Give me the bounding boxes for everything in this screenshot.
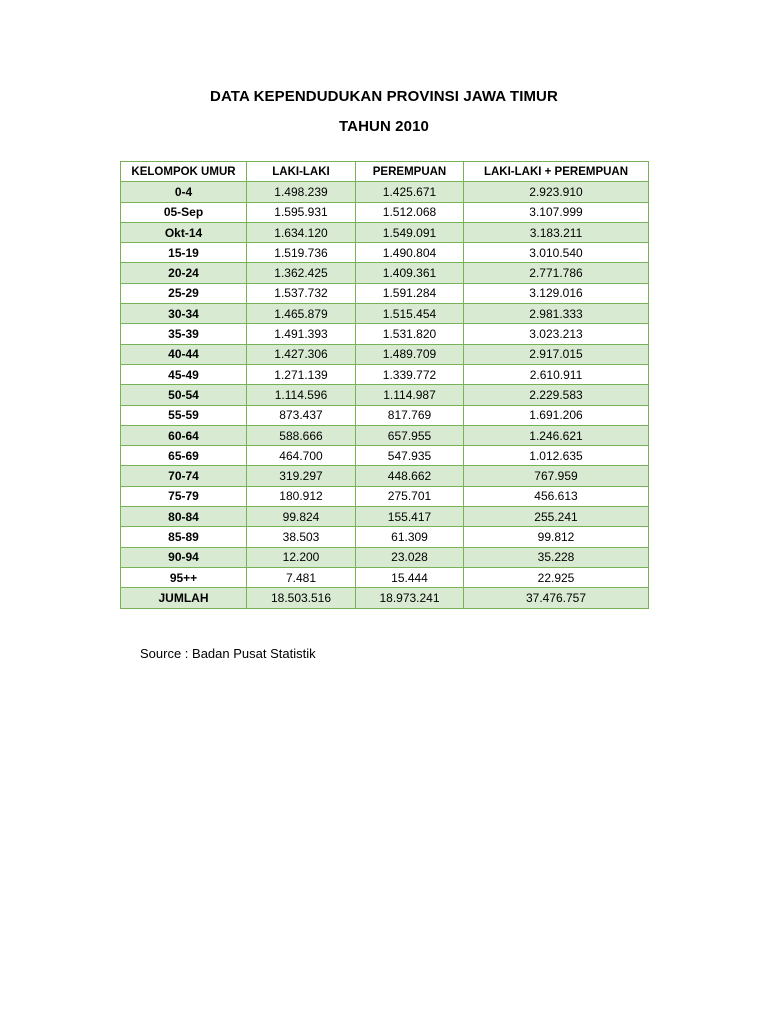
male-cell: 588.666 (247, 425, 356, 445)
age-group-cell: 35-39 (121, 324, 247, 344)
female-cell: 1.489.709 (356, 344, 464, 364)
female-cell: 1.425.671 (356, 182, 464, 202)
male-cell: 7.481 (247, 567, 356, 587)
table-row (121, 364, 649, 384)
total-cell: 2.610.911 (464, 364, 649, 384)
table-row (121, 466, 649, 486)
female-cell: 547.935 (356, 446, 464, 466)
total-cell: 3.107.999 (464, 202, 649, 222)
female-cell: 23.028 (356, 547, 464, 567)
header-total: LAKI-LAKI + PEREMPUAN (464, 162, 649, 182)
female-cell: 1.409.361 (356, 263, 464, 283)
age-group-cell: 20-24 (121, 263, 247, 283)
table-row (121, 425, 649, 445)
total-cell: 3.010.540 (464, 243, 649, 263)
male-cell: 1.362.425 (247, 263, 356, 283)
population-table (120, 161, 649, 609)
header-male: LAKI-LAKI (247, 162, 356, 182)
female-cell: 1.490.804 (356, 243, 464, 263)
female-cell: 1.114.987 (356, 385, 464, 405)
total-cell: 2.981.333 (464, 304, 649, 324)
male-cell: 1.427.306 (247, 344, 356, 364)
table-row (121, 243, 649, 263)
female-cell: 817.769 (356, 405, 464, 425)
age-group-cell: 30-34 (121, 304, 247, 324)
male-cell: 1.595.931 (247, 202, 356, 222)
age-group-cell: 70-74 (121, 466, 247, 486)
female-cell: 1.512.068 (356, 202, 464, 222)
total-cell: 22.925 (464, 567, 649, 587)
age-group-cell: 65-69 (121, 446, 247, 466)
male-cell: 1.491.393 (247, 324, 356, 344)
age-group-cell: 55-59 (121, 405, 247, 425)
table-row (121, 507, 649, 527)
total-cell: 2.917.015 (464, 344, 649, 364)
male-cell: 1.519.736 (247, 243, 356, 263)
table-row (121, 385, 649, 405)
total-cell: 255.241 (464, 507, 649, 527)
male-cell: 1.634.120 (247, 222, 356, 242)
female-cell: 1.515.454 (356, 304, 464, 324)
female-cell: 657.955 (356, 425, 464, 445)
male-cell: 12.200 (247, 547, 356, 567)
age-group-cell: 0-4 (121, 182, 247, 202)
total-cell: 767.959 (464, 466, 649, 486)
age-group-cell: 85-89 (121, 527, 247, 547)
table-row (121, 567, 649, 587)
age-group-cell: 40-44 (121, 344, 247, 364)
female-cell: 61.309 (356, 527, 464, 547)
female-cell: 1.339.772 (356, 364, 464, 384)
female-cell: 1.549.091 (356, 222, 464, 242)
total-cell: 3.183.211 (464, 222, 649, 242)
table-row (121, 304, 649, 324)
table-total-row (121, 588, 649, 608)
male-cell: 464.700 (247, 446, 356, 466)
table-row (121, 547, 649, 567)
total-label-cell: JUMLAH (121, 588, 247, 608)
table-row (121, 527, 649, 547)
grand-total-cell: 37.476.757 (464, 588, 649, 608)
total-cell: 3.023.213 (464, 324, 649, 344)
total-cell: 456.613 (464, 486, 649, 506)
age-group-cell: 90-94 (121, 547, 247, 567)
male-cell: 319.297 (247, 466, 356, 486)
male-cell: 1.114.596 (247, 385, 356, 405)
age-group-cell: 45-49 (121, 364, 247, 384)
female-cell: 155.417 (356, 507, 464, 527)
table-row (121, 486, 649, 506)
total-female-cell: 18.973.241 (356, 588, 464, 608)
male-cell: 99.824 (247, 507, 356, 527)
table-header-row (121, 162, 649, 182)
female-cell: 275.701 (356, 486, 464, 506)
total-male-cell: 18.503.516 (247, 588, 356, 608)
total-cell: 35.228 (464, 547, 649, 567)
female-cell: 1.591.284 (356, 283, 464, 303)
male-cell: 873.437 (247, 405, 356, 425)
age-group-cell: 75-79 (121, 486, 247, 506)
table-row (121, 344, 649, 364)
female-cell: 448.662 (356, 466, 464, 486)
age-group-cell: Okt-14 (121, 222, 247, 242)
age-group-cell: 50-54 (121, 385, 247, 405)
document-subtitle-year: TAHUN 2010 (339, 118, 429, 135)
total-cell: 2.923.910 (464, 182, 649, 202)
female-cell: 15.444 (356, 567, 464, 587)
table-row (121, 405, 649, 425)
total-cell: 1.246.621 (464, 425, 649, 445)
table-row (121, 324, 649, 344)
age-group-cell: 25-29 (121, 283, 247, 303)
male-cell: 1.537.732 (247, 283, 356, 303)
age-group-cell: 95++ (121, 567, 247, 587)
table-row (121, 222, 649, 242)
table-row (121, 182, 649, 202)
total-cell: 1.691.206 (464, 405, 649, 425)
age-group-cell: 80-84 (121, 507, 247, 527)
total-cell: 2.771.786 (464, 263, 649, 283)
total-cell: 3.129.016 (464, 283, 649, 303)
header-female: PEREMPUAN (356, 162, 464, 182)
age-group-cell: 15-19 (121, 243, 247, 263)
table-row (121, 202, 649, 222)
age-group-cell: 05-Sep (121, 202, 247, 222)
male-cell: 180.912 (247, 486, 356, 506)
table-row (121, 446, 649, 466)
table-row (121, 283, 649, 303)
table-row (121, 263, 649, 283)
total-cell: 1.012.635 (464, 446, 649, 466)
male-cell: 38.503 (247, 527, 356, 547)
male-cell: 1.498.239 (247, 182, 356, 202)
source-note: Source : Badan Pusat Statistik (140, 646, 316, 661)
total-cell: 2.229.583 (464, 385, 649, 405)
table-body (121, 182, 649, 608)
male-cell: 1.271.139 (247, 364, 356, 384)
age-group-cell: 60-64 (121, 425, 247, 445)
document-title: DATA KEPENDUDUKAN PROVINSI JAWA TIMUR (210, 88, 558, 105)
total-cell: 99.812 (464, 527, 649, 547)
female-cell: 1.531.820 (356, 324, 464, 344)
male-cell: 1.465.879 (247, 304, 356, 324)
header-age-group: KELOMPOK UMUR (121, 162, 247, 182)
